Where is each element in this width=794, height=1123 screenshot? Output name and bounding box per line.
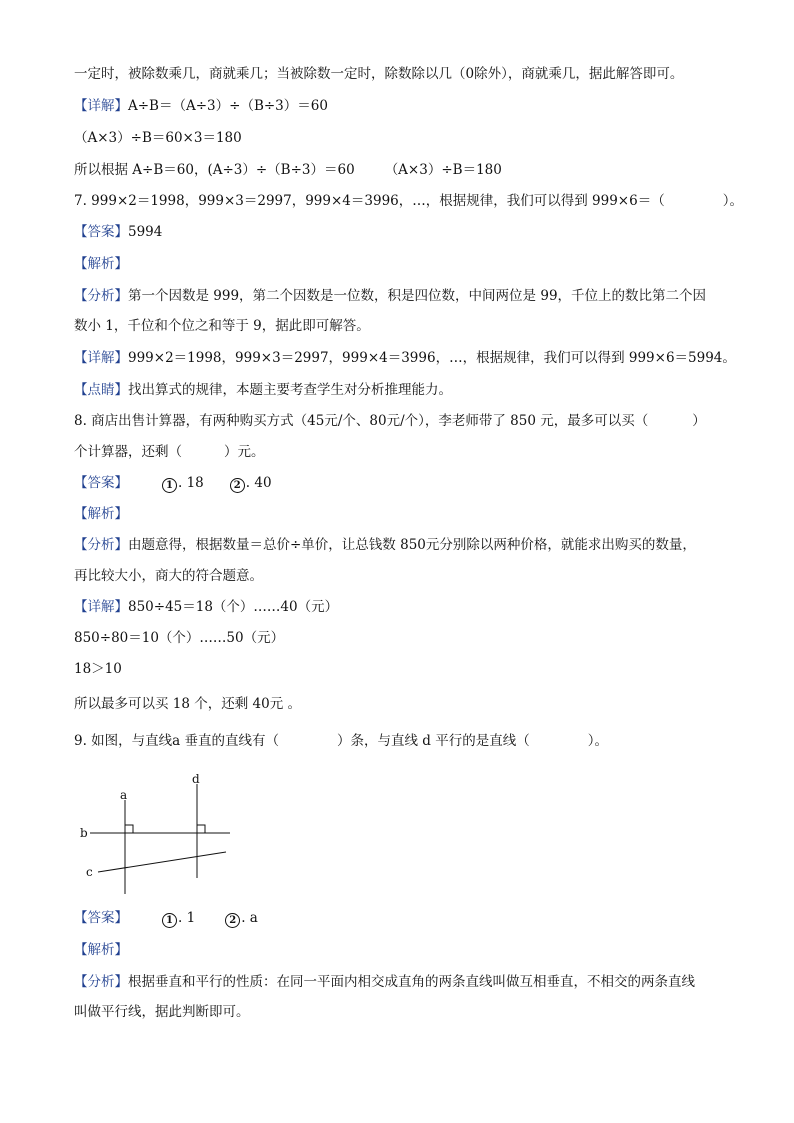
answer-1-value: . (178, 475, 187, 491)
analysis-line (74, 535, 696, 555)
right-angle-mark (197, 825, 205, 833)
circled-number-2: 2 (230, 478, 245, 493)
analysis-heading (74, 940, 128, 960)
text-line: （A×3）÷B＝60×3＝180 (74, 130, 242, 146)
analysis-text: 由题意得，根据数量＝总价÷单价，让总钱数 850元分别除以两种价格，就能求出购买的数量， (128, 537, 696, 553)
analysis-text: 根据垂直和平行的性质：在同一平面内相交成直角的两条直线叫做互相垂直，不相交的两条直线 (128, 974, 695, 990)
question-8-end: ）元。 (224, 444, 265, 460)
question-9 (74, 731, 608, 751)
question-8-continuation (74, 442, 265, 462)
analysis-line (74, 972, 695, 992)
point-line (74, 380, 452, 400)
conclusion-part1: 所以根据 A÷B＝60，(A÷3）÷（B÷3）＝60 (74, 162, 355, 178)
analysis-head-tag: 【解析】 (74, 942, 128, 958)
geometry-figure (72, 770, 242, 890)
line-c (98, 852, 226, 872)
analysis-heading (74, 254, 128, 274)
answer-2: a (249, 910, 258, 926)
analysis-continuation: 叫做平行线，据此判断即可。 (74, 1004, 250, 1020)
question-9-end: ）。 (587, 733, 608, 749)
answer-line: 【答案】 1 . 1 2 . a (74, 910, 258, 926)
detail-line (74, 597, 338, 617)
label-d: d (192, 772, 200, 786)
conclusion-part2: （A×3）÷B＝180 (384, 162, 502, 178)
detail-tag: 【详解】 (74, 350, 128, 366)
analysis-continuation: 再比较大小，商大的符合题意。 (74, 568, 263, 584)
question-7 (74, 191, 743, 211)
analysis-head-tag: 【解析】 (74, 256, 128, 272)
question-8-text: 8. 商店出售计算器，有两种购买方式（45元/个、80元/个），李老师带了 850 元，最多可以买（ (74, 413, 649, 429)
question-8-paren: ） (692, 413, 706, 429)
analysis-head-tag: 【解析】 (74, 506, 128, 522)
analysis-tag: 【分析】 (74, 974, 128, 990)
label-b: b (80, 826, 88, 840)
detail-tag: 【详解】 (74, 98, 128, 114)
detail-text: 999×2＝1998，999×3＝2997，999×4＝3996，…，根据规律，我们可以得到 999×6＝5994。 (128, 350, 736, 366)
analysis-continuation: 数小 1，千位和个位之和等于 9，据此即可解答。 (74, 318, 370, 334)
label-c: c (86, 865, 93, 879)
analysis-tag: 【分析】 (74, 288, 128, 304)
circled-number-1: 1 (162, 913, 177, 928)
answer-2: 40 (254, 475, 272, 491)
analysis-tag: 【分析】 (74, 537, 128, 553)
circled-number-1: 1 (162, 478, 177, 493)
answer-line: 【答案】 1 . 18 2 . 40 (74, 475, 272, 491)
point-tag: 【点睛】 (74, 382, 128, 398)
question-8-text2: 个计算器，还剩（ (74, 444, 182, 460)
answer-value: 5994 (128, 224, 163, 240)
detail-tag: 【详解】 (74, 599, 128, 615)
answer-tag: 【答案】 (74, 910, 128, 926)
question-8 (74, 411, 706, 431)
label-a: a (120, 788, 128, 802)
detail-line (74, 96, 328, 116)
right-angle-mark (125, 825, 133, 833)
answer-1: 1 (186, 910, 196, 926)
analysis-line (74, 286, 706, 306)
text-line: 850÷80＝10（个）……50（元） (74, 630, 285, 646)
question-7-end: ）。 (722, 193, 743, 209)
detail-line (74, 348, 736, 368)
text-line: 一定时，被除数乘几，商就乘几；当被除数一定时，除数除以几（0除外），商就乘几，据此解答即可。 (74, 66, 684, 82)
answer-tag: 【答案】 (74, 475, 128, 491)
question-9-text: 9. 如图，与直线a 垂直的直线有（ (74, 733, 280, 749)
question-7-text: 7. 999×2＝1998，999×3＝2997，999×4＝3996，…，根据规律，我们可以得到 999×6＝（ (74, 193, 665, 209)
answer-tag: 【答案】 (74, 224, 128, 240)
conclusion-line (74, 160, 502, 180)
point-text: 找出算式的规律，本题主要考查学生对分析推理能力。 (128, 382, 452, 398)
text-line: 18＞10 (74, 661, 122, 677)
circled-number-2: 2 (225, 913, 240, 928)
lines-diagram (72, 770, 242, 890)
analysis-text: 第一个因数是 999，第二个因数是一位数，积是四位数，中间两位是 99，千位上的数比第二个因 (128, 288, 707, 304)
detail-text: 850÷45＝18（个）……40（元） (128, 599, 339, 615)
answer-line (74, 222, 162, 242)
analysis-heading (74, 504, 128, 524)
answer-1: 18 (186, 475, 204, 491)
question-9-text2: ）条，与直线 d 平行的是直线（ (337, 733, 530, 749)
text-line: 所以最多可以买 18 个，还剩 40元 。 (74, 696, 302, 712)
detail-text: A÷B＝（A÷3）÷（B÷3）＝60 (128, 98, 328, 114)
